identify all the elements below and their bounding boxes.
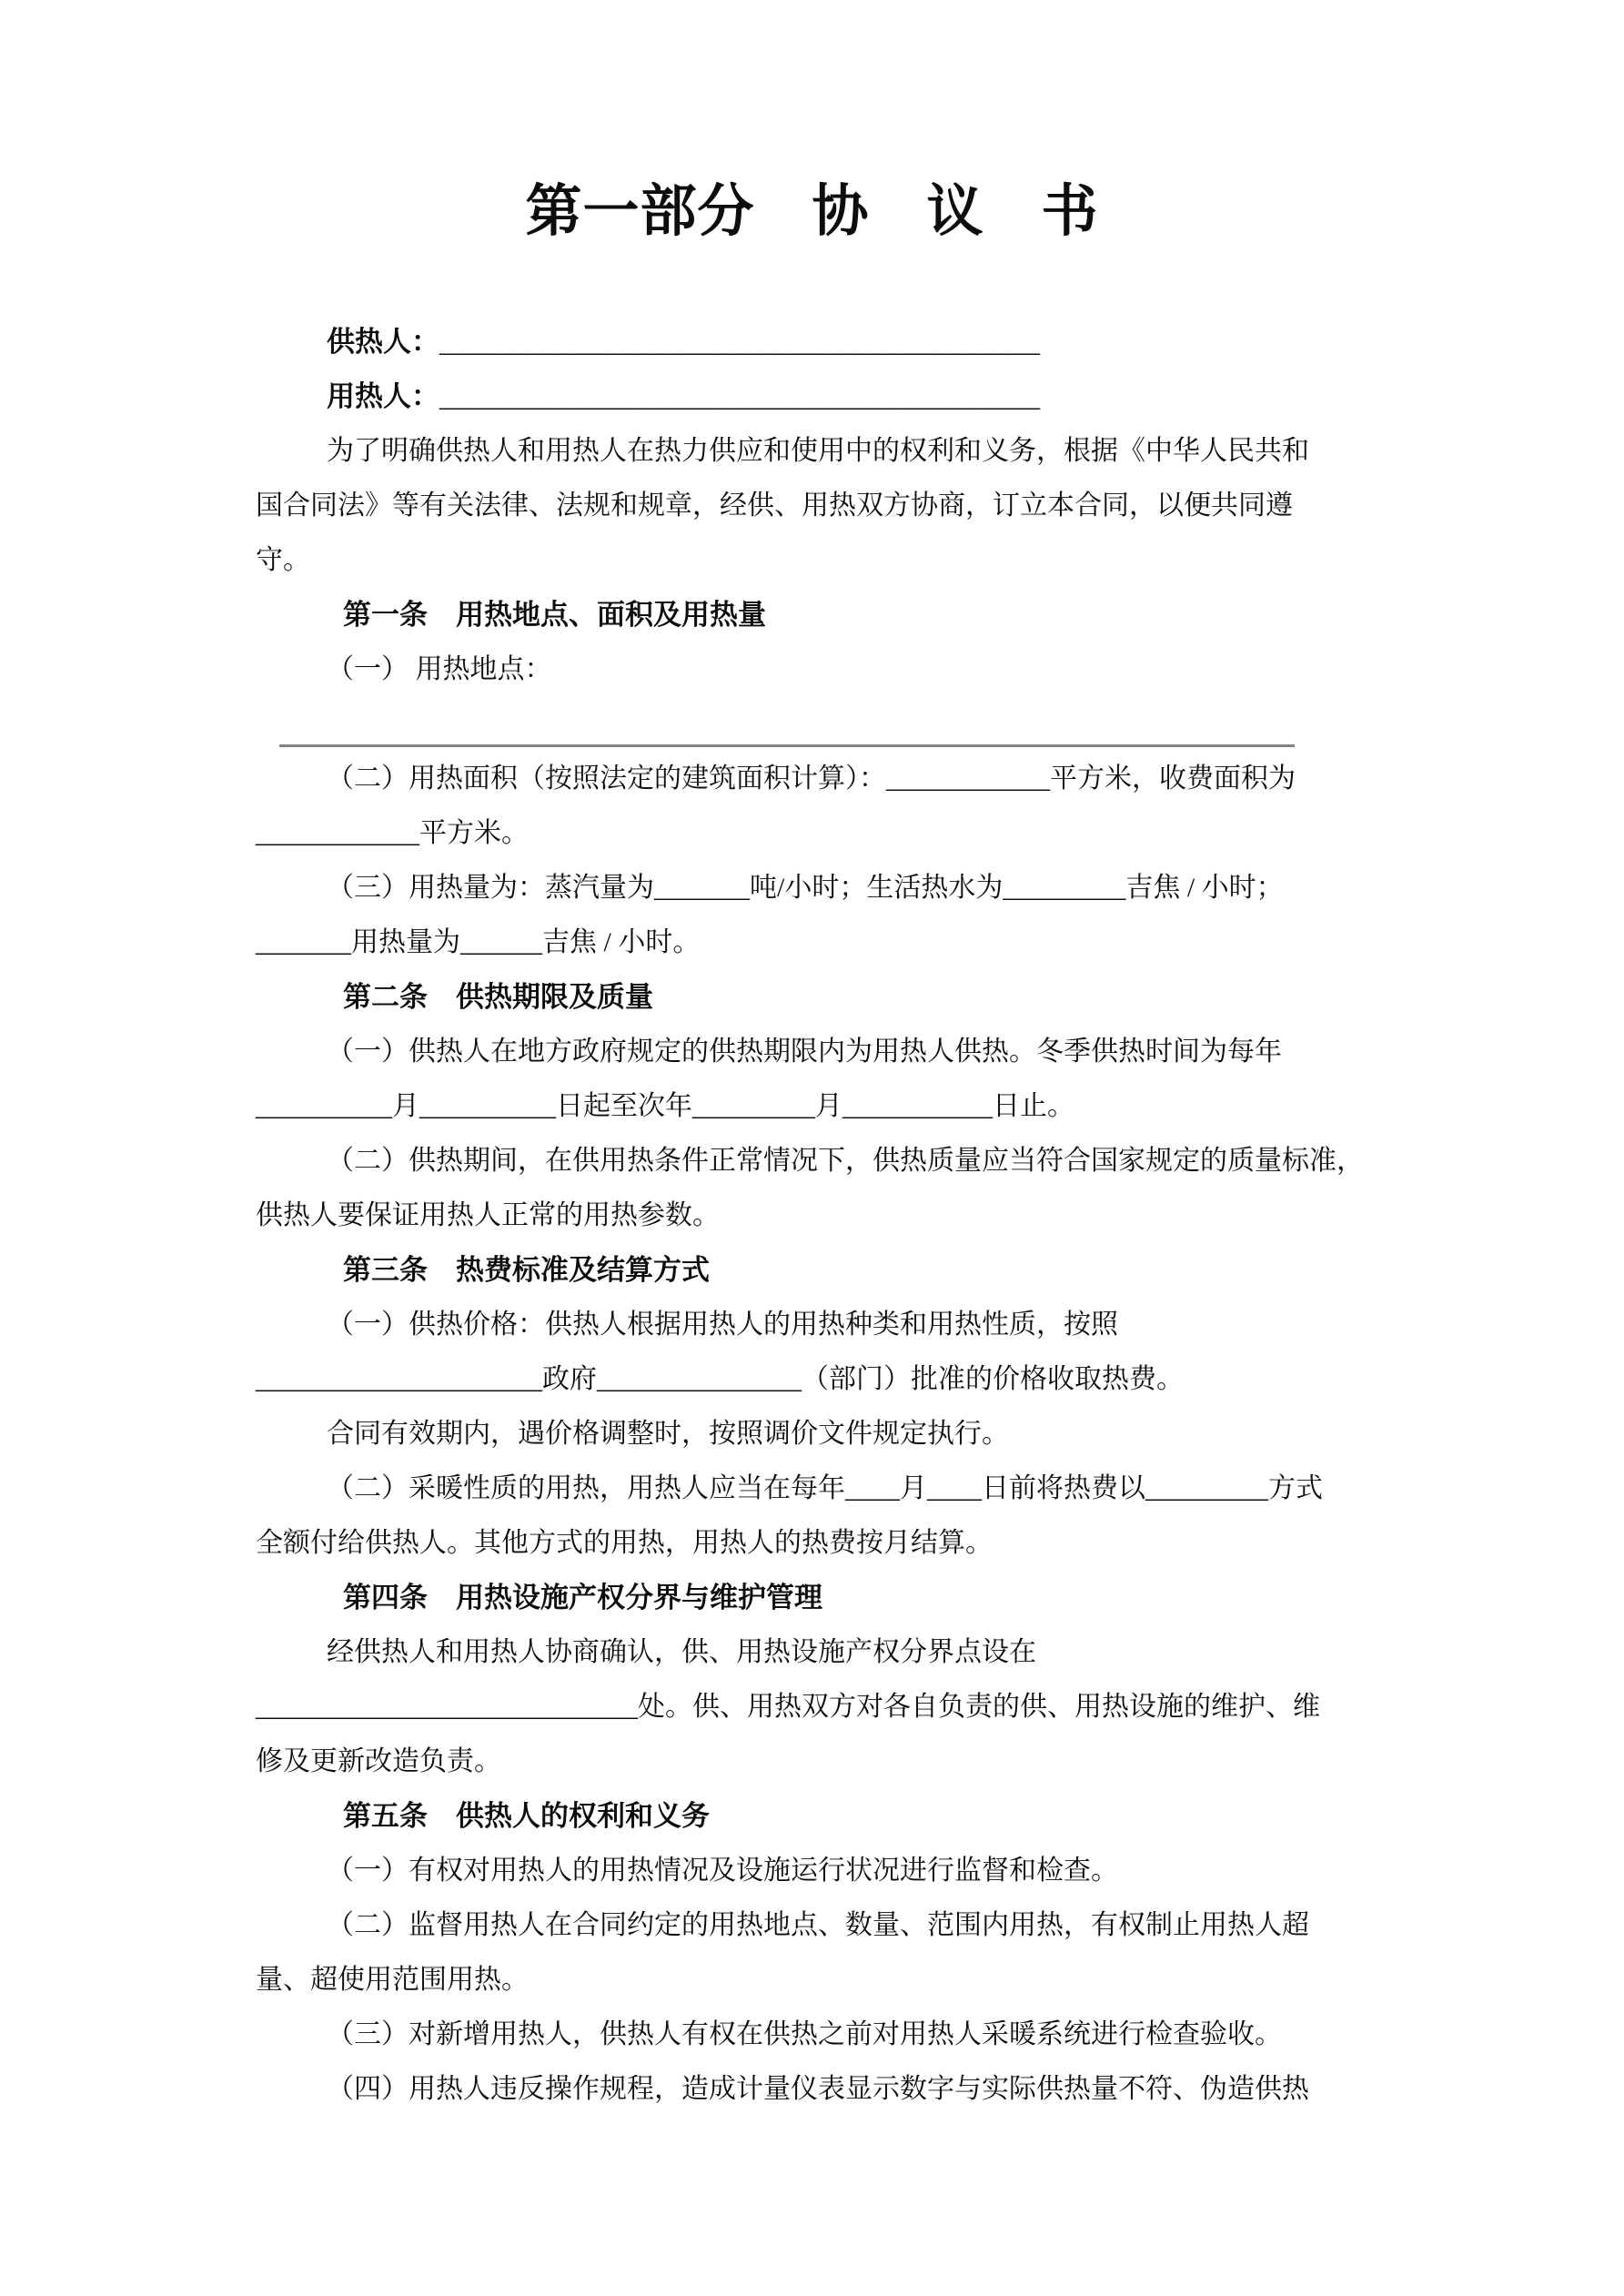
article-2-heading <box>256 970 1624 1025</box>
blank-rule-line <box>256 697 1624 752</box>
article-1-item-3b-text: _______用热量为______吉焦 / 小时。 <box>256 927 701 957</box>
article-3-item-2a-text: （二）采暖性质的用热，用热人应当在每年____月____日前将热费以_________方式 <box>327 1473 1323 1503</box>
article-5-item-4 <box>256 2062 1624 2117</box>
supplier-line <box>256 315 1624 369</box>
preamble-line-3 <box>256 533 1624 588</box>
article-3-item-1b-text: _____________________政府_______________（部门）批准的价格收取热费。 <box>256 1364 1184 1394</box>
article-2-item-2b-text: 供热人要保证用热人正常的用热参数。 <box>256 1200 720 1230</box>
article-2-item-2a <box>256 1134 1624 1188</box>
article-3-heading <box>256 1243 1624 1298</box>
article-3-item-1c <box>256 1407 1624 1462</box>
article-5-item-1-text: （一）有权对用热人的用热情况及设施运行状况进行监督和检查。 <box>327 1856 1118 1886</box>
article-3-item-1c-text: 合同有效期内，遇价格调整时，按照调价文件规定执行。 <box>327 1419 1009 1449</box>
article-5-item-4-text: （四）用热人违反操作规程，造成计量仪表显示数字与实际供热量不符、伪造供热 <box>327 2074 1309 2104</box>
supplier-line-text: ____________________________________________ <box>439 328 1040 358</box>
article-1-item-1 <box>256 642 1624 697</box>
article-2-item-1b <box>256 1079 1624 1134</box>
article-4-body-2 <box>256 1680 1624 1735</box>
article-4-heading-text: 第四条 用热设施产权分界与维护管理 <box>343 1582 822 1614</box>
article-5-item-3 <box>256 2008 1624 2062</box>
preamble-line-3-text: 守。 <box>256 545 310 575</box>
article-2-item-2a-text: （二）供热期间，在供用热条件正常情况下，供热质量应当符合国家规定的质量标准， <box>327 1146 1364 1176</box>
article-3-item-1b <box>256 1352 1624 1407</box>
fill-in-blank-rule <box>279 697 1295 747</box>
article-4-body-1 <box>256 1625 1624 1680</box>
document-body <box>0 315 1624 2117</box>
article-2-item-1a <box>256 1025 1624 1079</box>
article-2-heading-text: 第二条 供热期限及质量 <box>343 981 653 1014</box>
article-1-item-2a-text: （二）用热面积（按照法定的建筑面积计算）：____________平方米，收费面积为 <box>327 764 1296 794</box>
article-1-item-2b <box>256 806 1624 861</box>
article-4-body-1-text: 经供热人和用热人协商确认，供、用热设施产权分界点设在 <box>327 1637 1036 1667</box>
article-4-body-3 <box>256 1735 1624 1789</box>
article-3-item-1a-text: （一）供热价格：供热人根据用热人的用热种类和用热性质，按照 <box>327 1310 1118 1340</box>
article-1-heading-text: 第一条 用热地点、面积及用热量 <box>343 599 766 632</box>
article-5-item-2b-text: 量、超使用范围用热。 <box>256 1965 529 1995</box>
article-4-body-3-text: 修及更新改造负责。 <box>256 1746 501 1776</box>
article-1-heading <box>256 588 1624 642</box>
article-3-item-1a <box>256 1298 1624 1352</box>
article-1-item-3b <box>256 915 1624 970</box>
article-5-heading <box>256 1789 1624 1844</box>
article-1-item-3a <box>256 861 1624 915</box>
supplier-line-label: 供热人： <box>327 326 439 359</box>
article-4-body-2-text: ____________________________处。供、用热双方对各自负责的供、用热设施的维护、维 <box>256 1692 1320 1722</box>
article-5-item-1 <box>256 1844 1624 1898</box>
article-4-heading <box>256 1571 1624 1625</box>
article-5-item-3-text: （三）对新增用热人，供热人有权在供热之前对用热人采暖系统进行检查验收。 <box>327 2019 1282 2049</box>
article-3-item-2b <box>256 1516 1624 1571</box>
article-1-item-1-text: （一） 用热地点： <box>327 654 552 684</box>
article-2-item-1b-text: __________月__________日起至次年_________月___________日止。 <box>256 1091 1074 1121</box>
preamble-line-2-text: 国合同法》等有关法律、法规和规章，经供、用热双方协商，订立本合同，以便共同遵 <box>256 491 1293 521</box>
article-5-item-2a-text: （二）监督用热人在合同约定的用热地点、数量、范围内用热，有权制止用热人超 <box>327 1910 1309 1940</box>
article-1-item-2b-text: ____________平方米。 <box>256 818 529 848</box>
article-2-item-2b <box>256 1188 1624 1243</box>
article-5-item-2a <box>256 1898 1624 1953</box>
preamble-line-1 <box>256 424 1624 479</box>
user-line-text: ____________________________________________ <box>439 382 1040 412</box>
article-2-item-1a-text: （一）供热人在地方政府规定的供热期限内为用热人供热。冬季供热时间为每年 <box>327 1037 1282 1067</box>
user-line-label: 用热人： <box>327 380 439 413</box>
article-1-item-2a <box>256 752 1624 806</box>
article-5-heading-text: 第五条 供热人的权利和义务 <box>343 1800 710 1833</box>
article-3-heading-text: 第三条 热费标准及结算方式 <box>343 1254 710 1287</box>
article-1-item-3a-text: （三）用热量为：蒸汽量为_______吨/小时；生活热水为_________吉焦 / 小时； <box>327 873 1284 903</box>
preamble-line-1-text: 为了明确供热人和用热人在热力供应和使用中的权利和义务，根据《中华人民共和 <box>327 436 1309 466</box>
article-3-item-2b-text: 全额付给供热人。其他方式的用热，用热人的热费按月结算。 <box>256 1528 993 1558</box>
preamble-line-2 <box>256 479 1624 533</box>
document-title: 第一部分 协 议 书 <box>525 177 1099 244</box>
article-3-item-2a <box>256 1462 1624 1516</box>
user-line <box>256 369 1624 424</box>
article-5-item-2b <box>256 1953 1624 2008</box>
